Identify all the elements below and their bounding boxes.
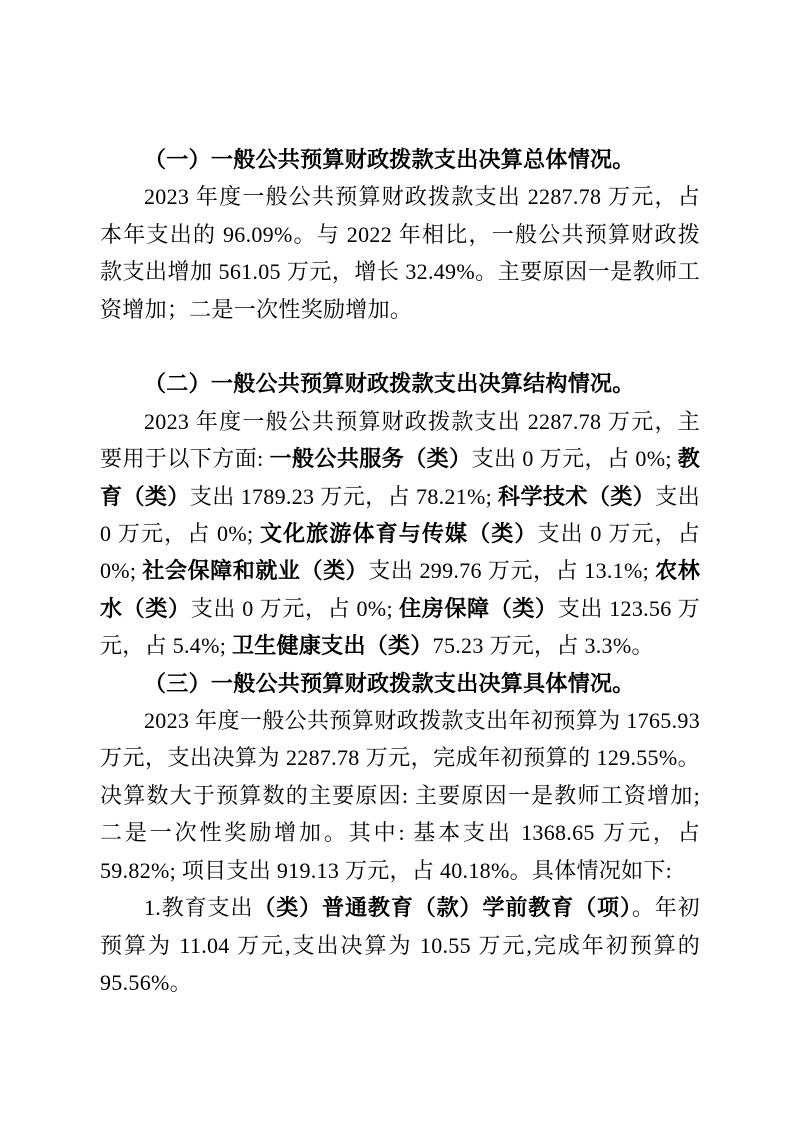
bold-text-run: （一）一般公共预算财政拨款支出决算总体情况。 xyxy=(144,147,635,172)
text-run: 1.教育支出 xyxy=(144,895,254,921)
section-3-heading xyxy=(100,665,700,702)
text-run: 2023 年度一般公共预算财政拨款支出年初预算为 1765.93 万元，支出决算为 2287.78 万元，完成年初预算的 129.55%。决算数大于预算数的主要原因: 主要原因一是教师工资增加; 二是一次性奖励增加。其中: 基本支出 1368.65 万元，占 59.82%; 项目支出 919.13 万元，占 40.18%。具体情况如下: xyxy=(100,708,700,883)
bold-text-run: 住房保障（类） xyxy=(399,595,558,621)
section-1-heading xyxy=(100,141,700,178)
text-run: 支出 0 万元，占 0%; xyxy=(471,446,678,472)
bold-text-run: （二）一般公共预算财政拨款支出决算结构情况。 xyxy=(144,371,635,397)
text-run: 支出 299.76 万元，占 13.1%; xyxy=(368,558,656,584)
bold-text-run: 教育（类） xyxy=(100,446,701,509)
text-run: 支出 123.56 万元，占 5.4%; xyxy=(100,595,700,659)
item-1-education-paragraph xyxy=(100,889,700,1001)
bold-text-run: 社会保障和就业（类） xyxy=(142,558,369,584)
bold-text-run: （三）一般公共预算财政拨款支出决算具体情况。 xyxy=(144,670,635,696)
section-2-paragraph xyxy=(100,403,700,665)
text-run: 。年初预算为 11.04 万元,支出决算为 10.55 万元,完成年初预算的 95.56%。 xyxy=(100,895,700,995)
section-1-paragraph xyxy=(100,178,700,328)
text-run: 支出 1789.23 万元，占 78.21%; xyxy=(189,483,499,509)
document-body xyxy=(100,141,700,1001)
text-run: 支出 0 万元，占 0%; xyxy=(100,483,700,547)
blank-line xyxy=(100,328,700,365)
text-run: 支出 0 万元，占 0%; xyxy=(190,595,400,621)
text-run: 2023 年度一般公共预算财政拨款支出 2287.78 万元，占本年支出的 96.09%。与 2022 年相比，一般公共预算财政拨款支出增加 561.05 万元，增长 32.49%。主要原因一是教师工资增加；二是一次性奖励增加。 xyxy=(100,184,700,322)
bold-text-run: 农林水（类） xyxy=(100,558,700,621)
bold-text-run: 卫生健康支出（类） xyxy=(231,633,433,659)
section-2-heading xyxy=(100,365,700,402)
bold-text-run: 文化旅游体育与传媒（类） xyxy=(260,521,538,547)
section-3-paragraph xyxy=(100,702,700,889)
bold-text-run: 一般公共服务（类） xyxy=(269,446,472,472)
text-run: 支出 0 万元，占 0%; xyxy=(100,521,700,584)
bold-text-run: （类）普通教育（款）学前教育（项） xyxy=(253,895,632,921)
text-run: 2023 年度一般公共预算财政拨款支出 2287.78 万元，主要用于以下方面: xyxy=(100,408,700,472)
text-run: 75.23 万元，占 3.3%。 xyxy=(432,633,654,659)
bold-text-run: 科学技术（类） xyxy=(498,483,656,509)
